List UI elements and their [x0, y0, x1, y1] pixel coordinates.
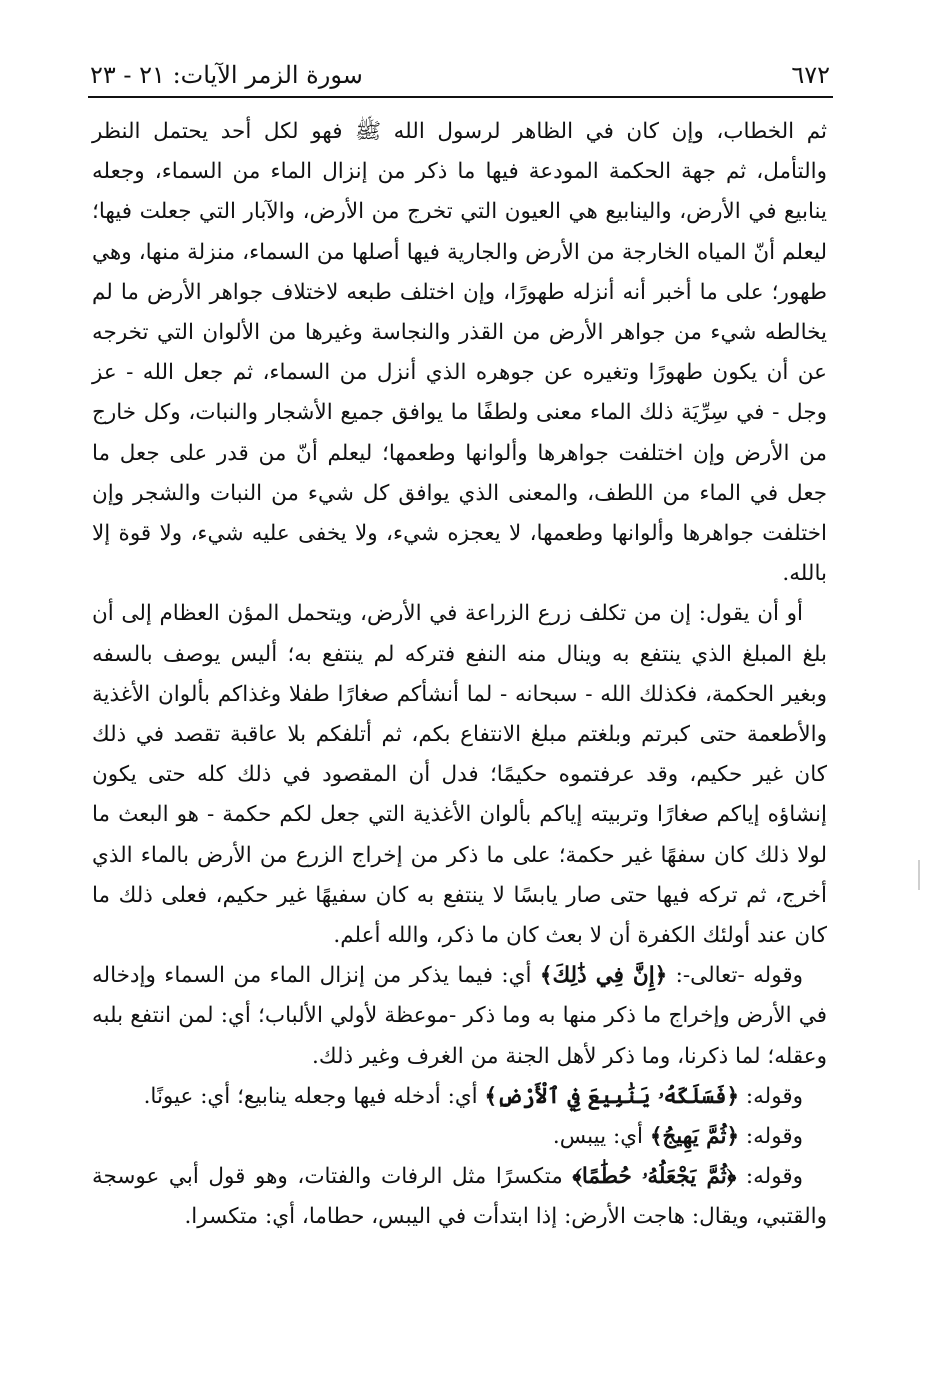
lead-text: وقوله -تعالى-:	[667, 963, 803, 989]
paragraph: أو أن يقول: إن من تكلف زرع الزراعة في الأرض، ويتحمل المؤن العظام إلى أن بلغ المبلغ الذي ينتفع به وينال منه النفع فتركه لم ينتفع به؛ أليس يوصف بالسفه وبغير الحكمة، فكذلك الله - سبحانه - لما أنشأكم صغارًا طفلا وغذاكم بألوان الأغذية والأطعمة حتى كبرتم وبلغتم مبلغ الانتفاع بكم، ثم أتلفكم بلا عاقبة تقصد في ذلك كان غير حكيم، وقد عرفتموه حكيمًا؛ فدل أن المقصود في ذلك كله حتى يكون إنشاؤه إياكم صغارًا وتربيته إياكم بألوان الأغذية التي جعل لكم حكمة - هو البعث ما لولا ذلك كان سفهًا غير حكمة؛ على ما ذكر من إخراج الزرع من الأرض بالماء الذي أخرج، ثم تركه فيها حتى صار يابسًا لا ينتفع به كان سفيهًا غير حكيم، فعلى ذلك ما كان عند أولئك الكفرة أن لا بعث كان ما ذكر، والله أعلم.	[92, 601, 827, 949]
lead-text: وقوله:	[739, 1124, 803, 1150]
commentary-text: أي: أدخله فيها وجعله ينابيع؛ أي: عيونًا.	[143, 1083, 485, 1109]
commentary-text: متكسرًا مثل الرفات والفتات، وهو قول أبي عوسجة والقتبي، ويقال: هاجت الأرض: إذا ابتدأت في اليبس، حطاما، أي: متكسرا.	[92, 1164, 827, 1230]
scan-mark	[918, 860, 920, 890]
paragraph-verse-commentary	[92, 1117, 827, 1157]
commentary-text: أي: فيما يذكر من إنزال الماء من السماء وإدخاله في الأرض وإخراج ما ذكر منها به وما ذكر -موعظة لأولي الألباب؛ أي: لمن انتفع بلبه وعقله؛ لما ذكرنا، وما ذكر لأهل الجنة من الغرف وغير ذلك.	[92, 963, 827, 1069]
quran-quote: ﴿فَسَلَكَهُۥ يَنَٰبِيعَ فِي ٱلْأَرْضِ﴾	[484, 1083, 740, 1109]
quran-quote: ﴿ثُمَّ يَجْعَلُهُۥ حُطَٰمًا﴾	[572, 1164, 737, 1190]
lead-text: وقوله:	[736, 1164, 803, 1190]
paragraph-verse-commentary	[92, 1157, 827, 1237]
body-text	[92, 112, 827, 1238]
header-rule	[88, 96, 833, 98]
quran-quote: ﴿ثُمَّ يَهِيجُ﴾	[649, 1124, 740, 1150]
quran-quote: ﴿إِنَّ فِي ذَٰلِكَ﴾	[539, 963, 668, 989]
page-header	[90, 58, 830, 94]
running-title: سورة الزمر الآيات: ٢١ - ٢٣	[90, 61, 363, 89]
lead-text: وقوله:	[739, 1083, 803, 1109]
commentary-text: أي: ييبس.	[552, 1124, 650, 1150]
page-number: ٦٧٢	[791, 61, 830, 89]
paragraph: ثم الخطاب، وإن كان في الظاهر لرسول الله ﷺ فهو لكل أحد يحتمل النظر والتأمل، ثم جهة الحكمة المودعة فيها ما ذكر من إنزال الماء من السماء، وجعله ينابيع في الأرض، والينابيع هي العيون التي تخرج من الأرض، والآبار التي جعلت فيها؛ ليعلم أنّ المياه الخارجة من الأرض والجارية فيها أصلها من السماء، منزلة منها، وهي طهور؛ على ما أخبر أنه أنزله طهورًا، وإن اختلف طبعه لاختلاف جواهر الأرض ما لم يخالطه شيء من جواهر الأرض من القذر والنجاسة وغيرها من الألوان التي تخرجه عن أن يكون طهورًا وتغيره عن جوهره الذي أنزل من السماء، ثم جعل الله - عز وجل - في سِرِّيَة ذلك الماء معنى ولطفًا ما يوافق جميع الأشجار والنبات، وكل خارج من الأرض وإن اختلفت جواهرها وألوانها وطعمها؛ ليعلم أنّ من قدر على جعل ما جعل في الماء من اللطف، والمعنى الذي يوافق كل شيء من النبات والشجر وإن اختلفت جواهرها وألوانها وطعمها، لا يعجزه شيء، ولا يخفى عليه شيء، ولا قوة إلا بالله.	[92, 119, 827, 587]
paragraph-verse-commentary	[92, 956, 827, 1077]
paragraph-verse-commentary	[92, 1077, 827, 1117]
